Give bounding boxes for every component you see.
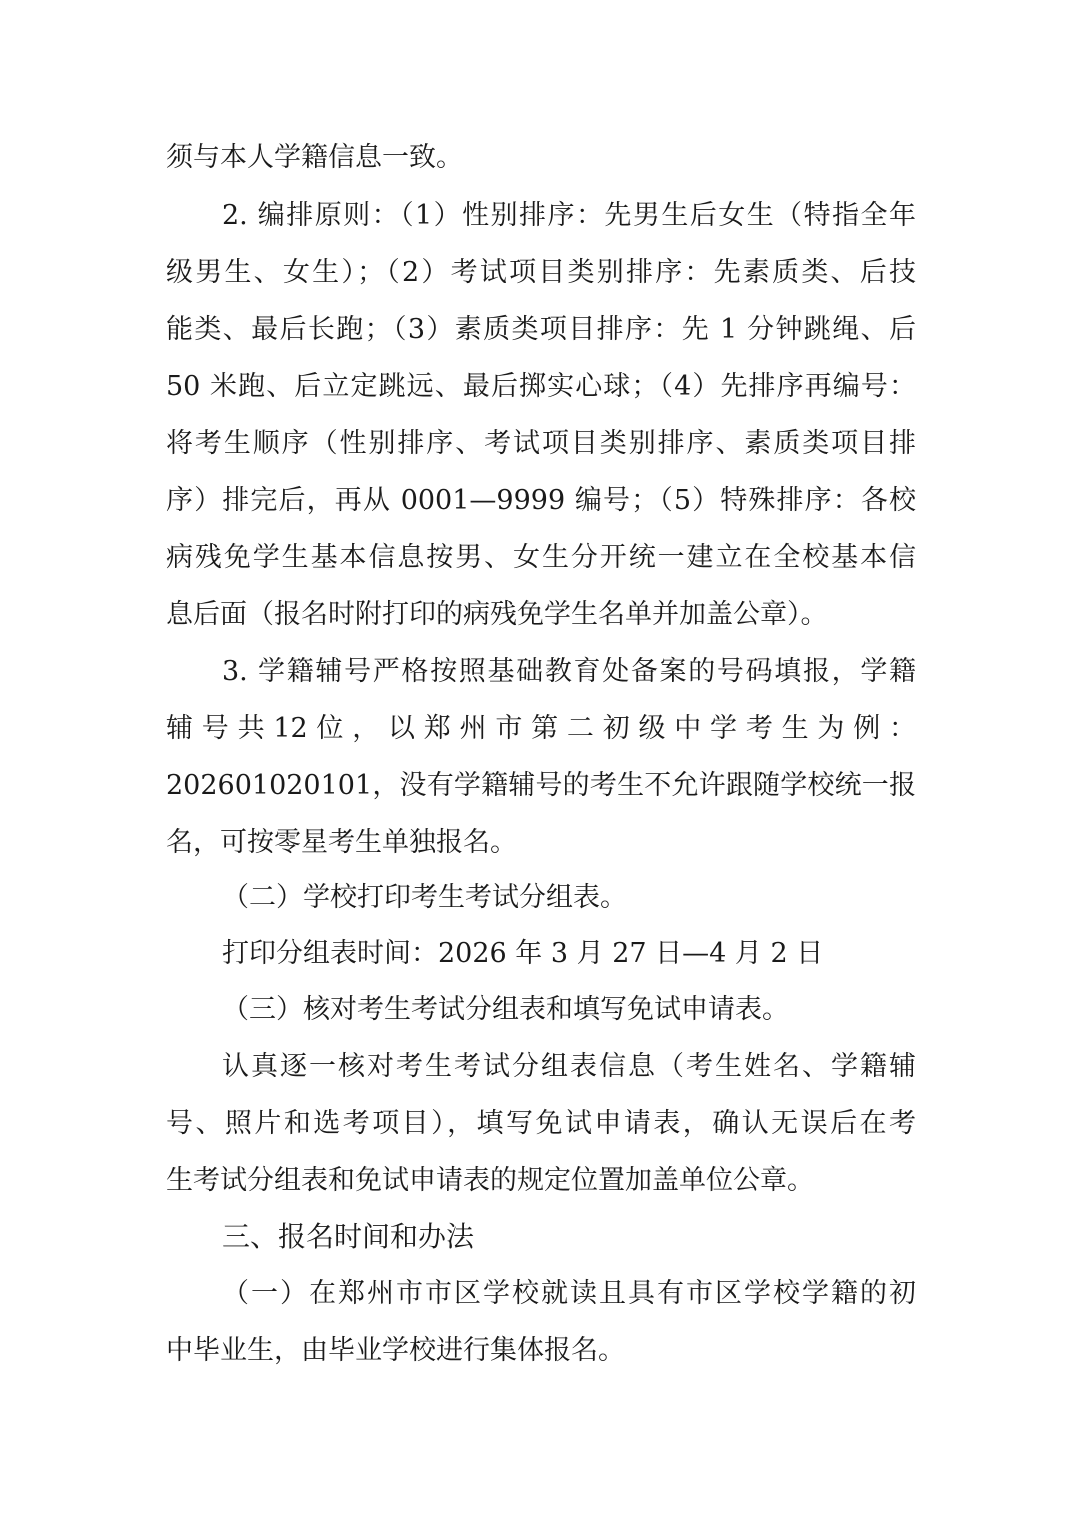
section-subheading: （二）学校打印考生考试分组表。 — [222, 882, 627, 913]
paragraph-line: 2. 编排原则：（1）性别排序：先男生后女生（特指全年 — [222, 200, 916, 231]
paragraph-line: 序）排完后，再从 0001—9999 编号；（5）特殊排序：各校 — [166, 485, 916, 516]
paragraph-line: 中毕业生，由毕业学校进行集体报名。 — [166, 1335, 625, 1366]
paragraph-line: 须与本人学籍信息一致。 — [166, 142, 463, 173]
paragraph-line: 病残免学生基本信息按男、女生分开统一建立在全校基本信 — [166, 542, 916, 573]
paragraph-line: 能类、最后长跑；（3）素质类项目排序：先 1 分钟跳绳、后 — [166, 314, 916, 345]
paragraph-line: 认真逐一核对考生考试分组表信息（考生姓名、学籍辅 — [222, 1051, 916, 1082]
paragraph-line: 202601020101，没有学籍辅号的考生不允许跟随学校统一报 — [166, 770, 916, 801]
section-subheading: （三）核对考生考试分组表和填写免试申请表。 — [222, 994, 789, 1025]
paragraph-line: 打印分组表时间：2026 年 3 月 27 日—4 月 2 日 — [222, 938, 824, 969]
paragraph-line: 辅 号 共 12 位 ， 以 郑 州 市 第 二 初 级 中 学 考 生 为 例 ： — [166, 713, 916, 744]
paragraph-line: 生考试分组表和免试申请表的规定位置加盖单位公章。 — [166, 1165, 814, 1196]
paragraph-line: 50 米跑、后立定跳远、最后掷实心球；（4）先排序再编号： — [166, 371, 916, 402]
paragraph-line: （一）在郑州市市区学校就读且具有市区学校学籍的初 — [222, 1278, 916, 1309]
section-heading: 三、报名时间和办法 — [222, 1220, 475, 1253]
paragraph-line: 号、照片和选考项目），填写免试申请表，确认无误后在考 — [166, 1108, 916, 1139]
paragraph-line: 息后面（报名时附打印的病残免学生名单并加盖公章）。 — [166, 599, 828, 630]
paragraph-line: 级男生、女生）；（2）考试项目类别排序：先素质类、后技 — [166, 257, 916, 288]
paragraph-line: 将考生顺序（性别排序、考试项目类别排序、素质类项目排 — [166, 428, 916, 459]
paragraph-line: 名，可按零星考生单独报名。 — [166, 827, 517, 858]
paragraph-line: 3. 学籍辅号严格按照基础教育处备案的号码填报，学籍 — [222, 656, 916, 687]
